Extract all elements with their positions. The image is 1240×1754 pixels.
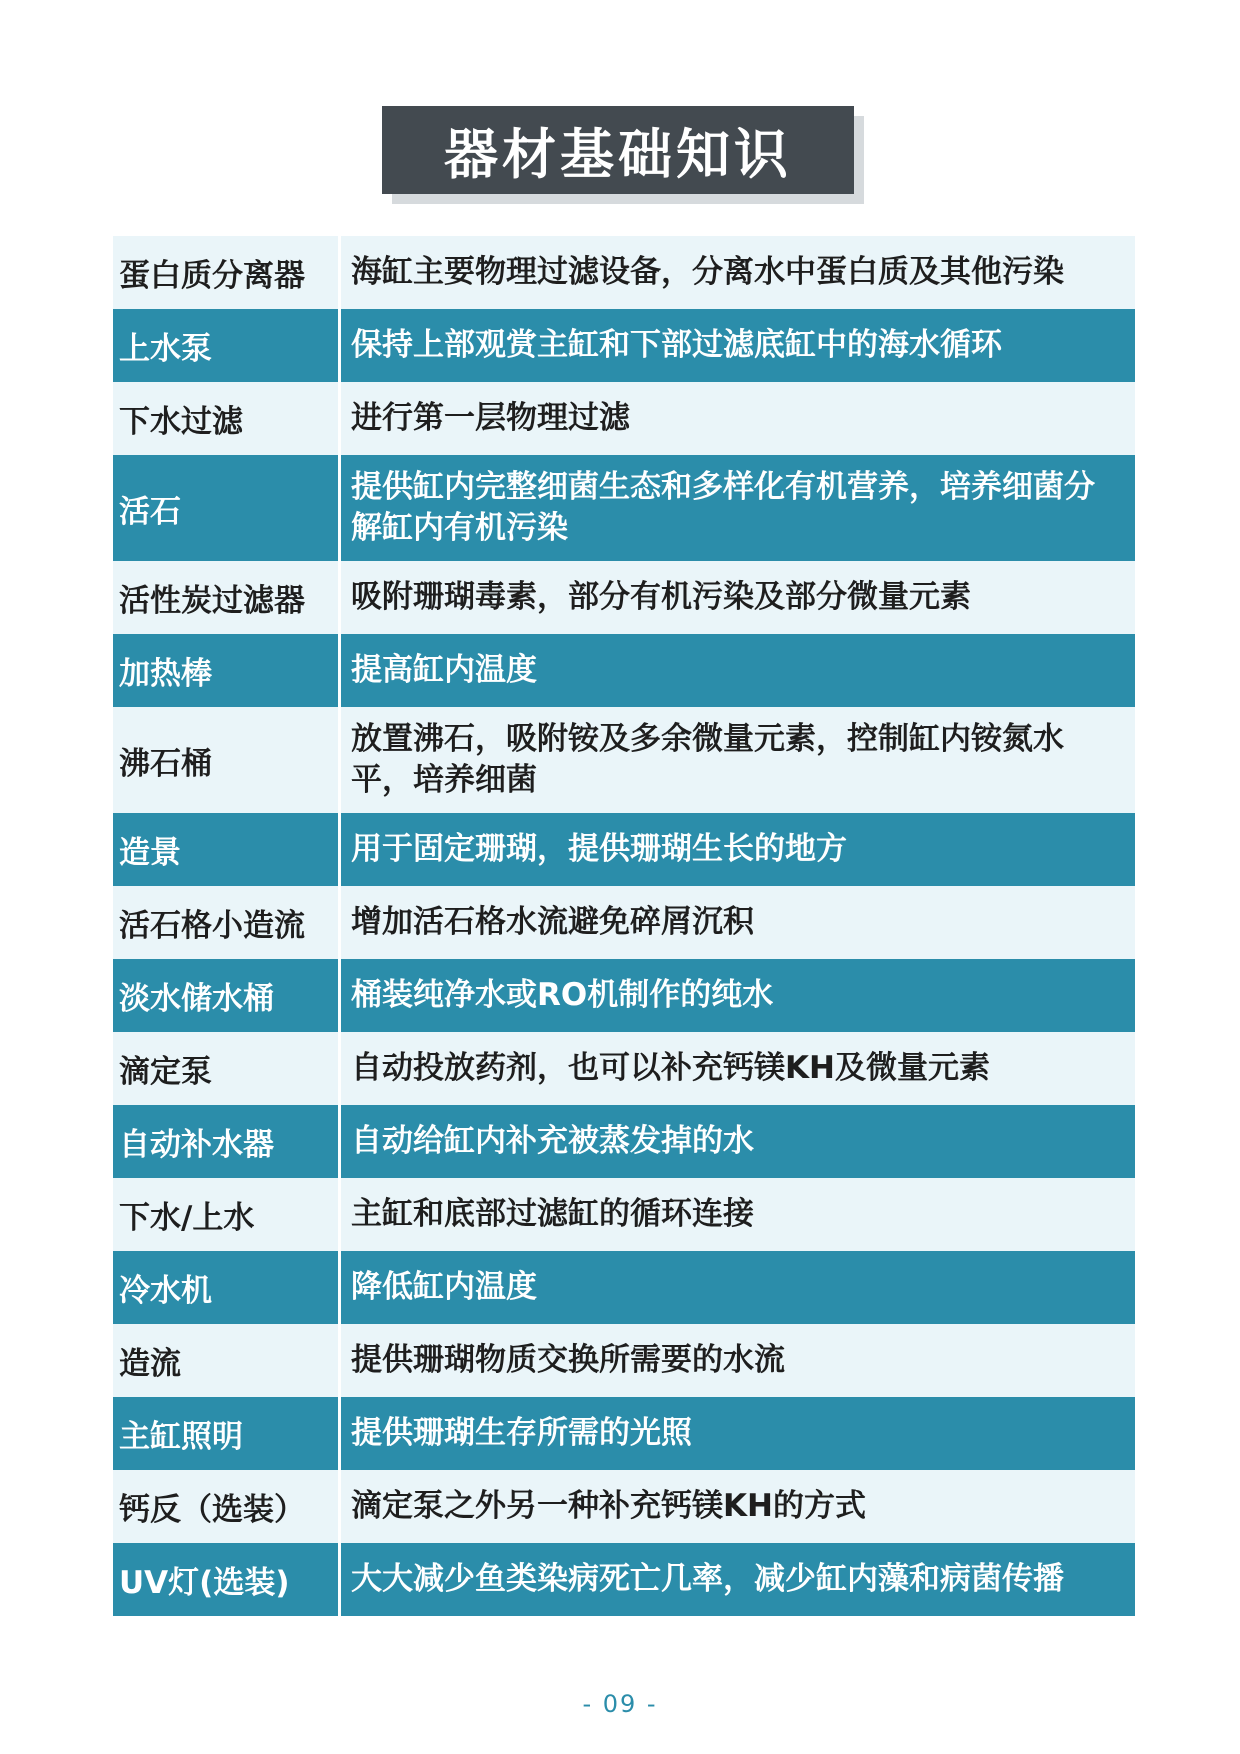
equipment-description: 用于固定珊瑚，提供珊瑚生长的地方: [351, 831, 847, 867]
equipment-description: 大大减少鱼类染病死亡几率，减少缸内藻和病菌传播: [351, 1561, 1064, 1597]
equipment-name: 活性炭过滤器: [119, 583, 305, 619]
equipment-name: 沸石桶: [119, 745, 212, 782]
table-row: [113, 1397, 1135, 1470]
page-title: 器材基础知识: [382, 106, 854, 194]
table-row: [113, 634, 1135, 707]
equipment-name: 钙反（选装）: [119, 1492, 305, 1528]
equipment-description: 主缸和底部过滤缸的循环连接: [351, 1196, 754, 1232]
table-row: [113, 813, 1135, 886]
equipment-name: UV灯(选装): [119, 1565, 290, 1601]
equipment-description: 自动给缸内补充被蒸发掉的水: [351, 1123, 754, 1159]
equipment-description: 提供珊瑚物质交换所需要的水流: [351, 1342, 785, 1378]
equipment-description: 放置沸石，吸附铵及多余微量元素，控制缸内铵氮水平，培养细菌: [351, 721, 1064, 798]
table-row: [113, 1251, 1135, 1324]
equipment-name: 主缸照明: [119, 1419, 243, 1455]
table-row: [113, 1178, 1135, 1251]
equipment-name: 活石格小造流: [119, 908, 305, 944]
table-row: [113, 236, 1135, 309]
equipment-description: 桶装纯净水或RO机制作的纯水: [351, 977, 774, 1013]
equipment-description: 降低缸内温度: [351, 1269, 537, 1305]
equipment-name: 下水/上水: [119, 1200, 255, 1236]
equipment-description: 保持上部观赏主缸和下部过滤底缸中的海水循环: [351, 327, 1002, 363]
equipment-name: 冷水机: [119, 1273, 212, 1309]
equipment-description: 提供缸内完整细菌生态和多样化有机营养，培养细菌分解缸内有机污染: [351, 469, 1095, 546]
equipment-name: 滴定泵: [119, 1054, 212, 1090]
equipment-table: [113, 236, 1135, 1616]
table-row: [113, 886, 1135, 959]
equipment-description: 自动投放药剂，也可以补充钙镁KH及微量元素: [351, 1050, 990, 1086]
equipment-description: 海缸主要物理过滤设备，分离水中蛋白质及其他污染: [351, 254, 1064, 290]
table-row: [113, 455, 1135, 561]
table-row: [113, 959, 1135, 1032]
equipment-description: 滴定泵之外另一种补充钙镁KH的方式: [351, 1488, 866, 1524]
equipment-name: 上水泵: [119, 331, 212, 367]
equipment-name: 活石: [119, 493, 181, 530]
equipment-name: 下水过滤: [119, 404, 243, 440]
table-row: [113, 1543, 1135, 1616]
equipment-description: 吸附珊瑚毒素，部分有机污染及部分微量元素: [351, 579, 971, 615]
table-row: [113, 1324, 1135, 1397]
title-banner: [382, 106, 854, 194]
equipment-name: 蛋白质分离器: [119, 258, 305, 294]
table-row: [113, 1032, 1135, 1105]
table-row: [113, 561, 1135, 634]
equipment-description: 进行第一层物理过滤: [351, 400, 630, 436]
table-row: [113, 309, 1135, 382]
equipment-name: 自动补水器: [119, 1127, 274, 1163]
page-number: - 09 -: [582, 1690, 658, 1718]
equipment-description: 增加活石格水流避免碎屑沉积: [351, 904, 754, 940]
table-row: [113, 1470, 1135, 1543]
equipment-name: 造流: [119, 1346, 181, 1382]
equipment-description: 提供珊瑚生存所需的光照: [351, 1415, 692, 1451]
equipment-name: 造景: [119, 835, 181, 871]
table-row: [113, 382, 1135, 455]
equipment-name: 淡水储水桶: [119, 981, 274, 1017]
equipment-name: 加热棒: [119, 656, 212, 692]
table-row: [113, 1105, 1135, 1178]
equipment-description: 提高缸内温度: [351, 652, 537, 688]
table-row: [113, 707, 1135, 813]
